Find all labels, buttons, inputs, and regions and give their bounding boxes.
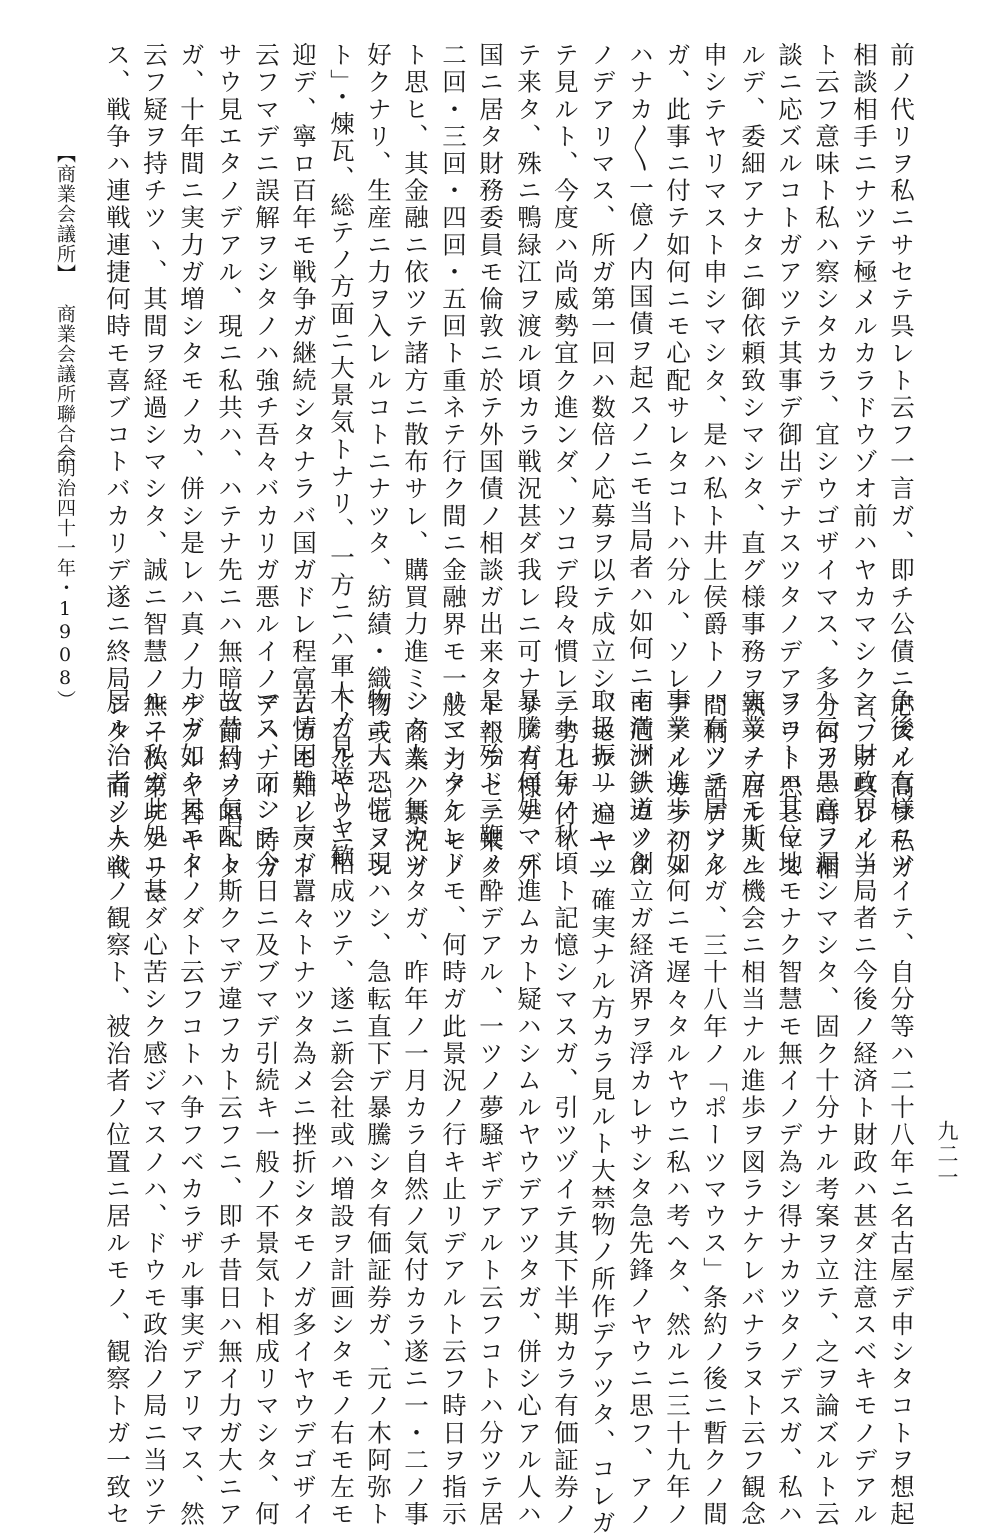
text-column: ト」・煉瓦、総テノ方面ニ大景気トナリ、一方ニハ軍人ノ見送リヤ歓 (327, 42, 356, 870)
text-column: 南満洲鉄道ノ創立ガ経済界ヲ浮カレサシタ急先鋒ノヤウニ思フ、アノ (626, 688, 655, 1529)
text-column: サウ見エタノデアル、現ニ私共ハ、ハテナ先ニハ無暗ニ節約ヲ唱ヘタ (215, 42, 244, 883)
text-column: ノデアリマス、所ガ第一回ハ数倍ノ応募ヲ以テ成立シ、モウ一遍ヤツ (588, 42, 617, 883)
running-header-section: 【商業会議所】 (54, 144, 76, 284)
text-column: 三十九年ノ秋頃ト記憶シマスガ、引ツヅイテ其下半期カラ有価証券ノ (551, 688, 580, 1529)
running-header-organization: 商業会議所聯合会 (54, 304, 76, 464)
text-column: シ、財政界ノ当局者ニ今後ノ経済ト財政ハ甚ダ注意スベキモノデアル (850, 688, 879, 1529)
text-column: 是ハ殆ド三鞭ノ酔デアル、一ツノ夢騒ギデアルト云フコトハ分ツテ居 (476, 688, 505, 1529)
text-column: ハナカ〳〵一億ノ内国債ヲ起スノニモ当局者ハ如何ニモ危ブナカツタ (626, 42, 655, 880)
text-column: 取扱振リハ――確実ナル方カラ見ルト大禁物ノ所作デアツタ、コレガ (588, 688, 617, 1537)
text-column: 暴騰ガ何処マデ進ムカト疑ハシムルヤウデアツタガ、併シ心アル人ハ (514, 688, 543, 1529)
text-column: 実業ノ方モ斯ル機会ニ相当ナル進歩ヲ図ラナケレバナラヌト云フ観念 (738, 688, 767, 1529)
text-column: 苦情困難ノ声ガ囂々トナツタ為メニ挫折シタモノガ多イヤウデゴザイ (289, 688, 318, 1529)
text-column: 二回・三回・四回・五回ト重ネテ行ク間ニ金融界モ一般ニ力アルモノ (439, 42, 468, 883)
text-column: フコトハ其位地モナク智慧モ無イノデ為シ得ナカツタノデスガ、私ハ (775, 688, 804, 1529)
text-column: 事業ノ進歩ハ如何ニモ遅々タルヤウニ私ハ考ヘタ、然ルニ三十九年ノ (663, 688, 692, 1529)
text-column: テ来タ、殊ニ鴨緑江ヲ渡ル頃カラ戦況甚ダ我レニ可ナリノ有様デ、外 (514, 42, 543, 883)
text-column: 故昔日ノ気配ト斯クマデ違フカト云フニ、即チ昔日ハ無イ力ガ大ニア (215, 688, 244, 1529)
text-column: ト思ヒ、其金融ニ依ツテ諸方ニ散布サレ、購買力進ミ、商業ノ景況ガ (401, 42, 430, 883)
page-number: 九二一 (935, 1120, 959, 1189)
text-column: 国ニ居タ財務委員モ倫敦ニ於テ外国債ノ相談ガ出来タト報ラセテ来タ (476, 42, 505, 883)
text-column: 前ノ代リヲ私ニサセテ呉レト云フ一言ガ、即チ公債ニ応ズル高ヲ私ガ (887, 42, 916, 883)
text-column: ト云フ意味ト私ハ察シタカラ、宜シウゴザイマス、多分何カ一時ノ相 (812, 42, 841, 883)
text-column: ルデ、委細アナタニ御依頼致シマシタ、直グ様事務ヲ執ツテ居ル人ニ (738, 42, 767, 883)
text-column: 下ガルヤウニ相成ツテ、遂ニ新会社或ハ増設ヲ計画シタモノ右モ左モ (327, 688, 356, 1529)
text-column: テ見ルト、今度ハ尚威勢宜ク進ンダ、ソコデ段々慣レテ勢ヒガ付イ (551, 42, 580, 855)
text-column: シタ人ハ無カツタガ、昨年ノ一月カラ自然ノ気付カラ遂ニ一・二ノ事 (401, 688, 430, 1529)
text-column: 談ニ応ズルコトガアツテ其事デ御出デナスツタノデアラウト思ヒマス (775, 42, 804, 883)
text-column: 云フ疑ヲ持チツヽ、其間ヲ経過シマシタ、誠ニ智慧ノ無イ次第デアリマ (140, 42, 169, 910)
text-column: 云フマデニ誤解ヲシタノハ強チ吾々バカリガ悪ルイノデハナイ、時ガ (252, 42, 281, 883)
text-column: 好クナリ、生産ニ力ヲ入レルコトニナツタ、紡績・織物或ハ「セメン (364, 42, 393, 883)
text-column: ス、戦争ハ連戦連捷何時モ喜ブコトバカリデ遂ニ終局シタ、而シテ戦 (103, 42, 132, 883)
text-column: 申シテヤリマスト申シマシタ、是ハ私ト井上侯爵トノ間柄ノ話デアル (700, 42, 729, 883)
text-column: リマシタケレドモ、何時ガ此景況ノ行キ止リデアルト云フ時日ヲ指示 (439, 688, 468, 1529)
text-column: 物ニ大恐慌ヲ現ハシ、急転直下デ暴騰シタ有価証券ガ、元ノ木阿弥ト (364, 688, 393, 1529)
text-column: ガ、此事ニ付テ如何ニモ心配サレタコトハ分ル、ソレデアルカラ初メ (663, 42, 692, 883)
text-column: ルガ如ク見エタノダト云フコトハ争フベカラザル事実デアリマス、然 (177, 688, 206, 1529)
text-column: ハ有ツテ居ツタガ、三十八年ノ「ポーツマウス」条約ノ後ニ暫クノ間 (700, 688, 729, 1529)
text-column: 居ル治者ノ人々ノ観察ト、被治者ノ位置ニ居ルモノ、観察トガ一致セ (103, 688, 132, 1529)
text-column: ト云フ愚意ヲ漏シマシタ、固ク十分ナル考案ヲ立テ、之ヲ論ズルト云 (812, 688, 841, 1529)
text-column: マス、而シテ今日ニ及ブマデ引続キ一般ノ不景気ト相成リマシタ、何 (252, 688, 281, 1529)
running-header-era: （明治四十一年・1908） (54, 438, 76, 710)
text-column: ガ、十年間ニ実力ガ増シタモノカ、併シ是レハ真ノ力デアルヤ否ヤト (177, 42, 206, 883)
text-column: 迎デ、寧ロ百年モ戦争ガ継続シタナラバ国ガドレ程富ムカモ知レヌト (289, 42, 318, 883)
text-column: 相談相手ニナツテ極メルカラドウゾオ前ハヤカマシク言フテ呉レルナ (850, 42, 879, 883)
text-column: ルニ私ガ此処ニ甚ダ心苦シク感ジマスノハ、ドウモ政治ノ局ニ当ツテ (140, 688, 169, 1529)
text-column: 争後ノ有様ニツイテ、自分等ハ二十八年ニ名古屋デ申シタコトヲ想起 (887, 688, 916, 1529)
